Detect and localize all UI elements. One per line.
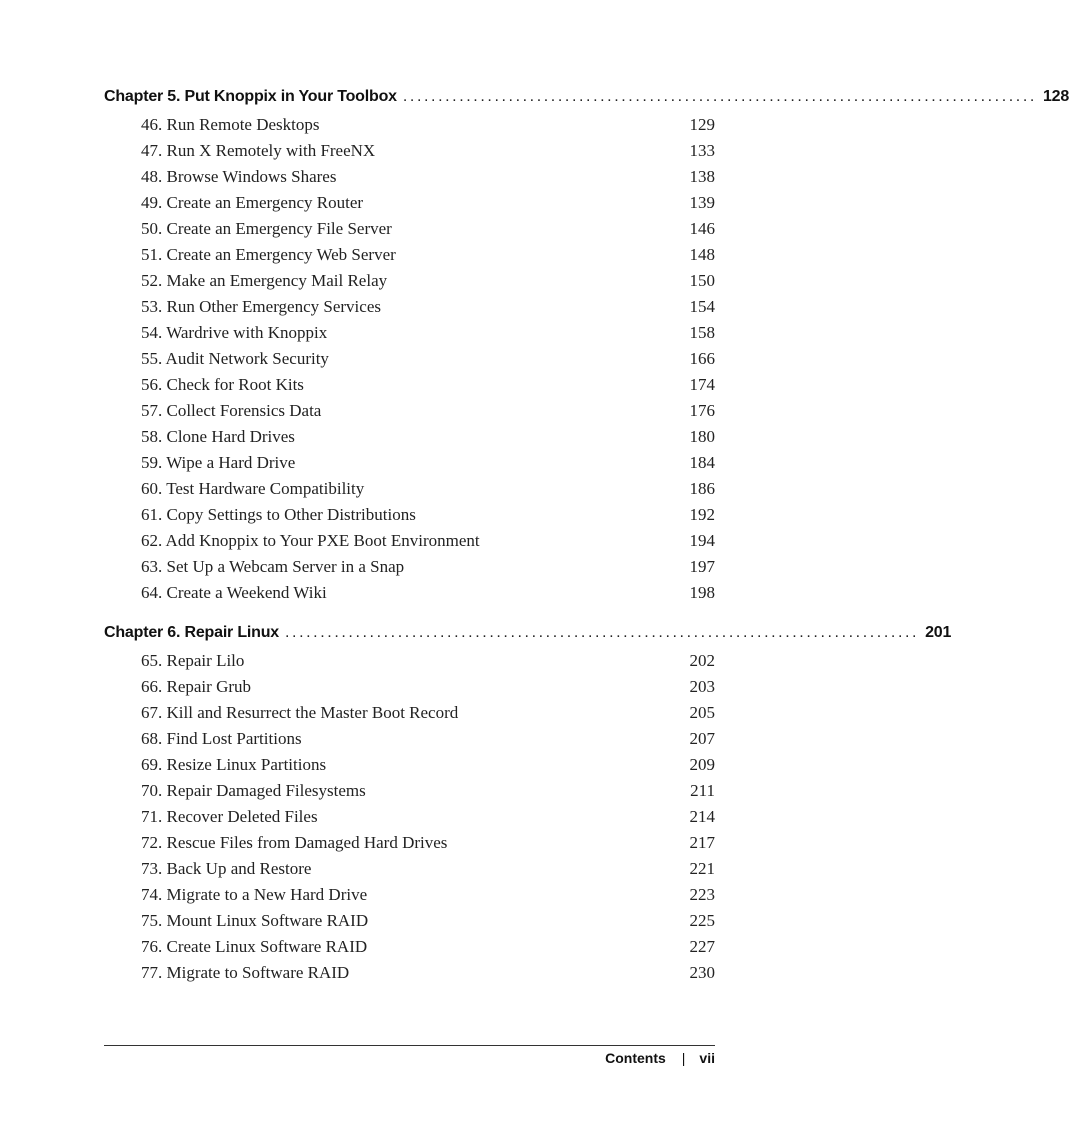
entry-title: 63. Set Up a Webcam Server in a Snap: [141, 557, 405, 576]
entry-page-number: 148: [689, 245, 715, 264]
entry-page-number: 227: [689, 937, 715, 956]
entry-page-number: 205: [689, 703, 715, 722]
toc-entry[interactable]: [141, 778, 715, 804]
entry-title: 59. Wipe a Hard Drive: [141, 453, 296, 472]
entry-title: 67. Kill and Resurrect the Master Boot Record: [141, 703, 459, 722]
toc-entry[interactable]: [141, 882, 715, 908]
entry-page-number: 150: [689, 271, 715, 290]
entry-title: 61. Copy Settings to Other Distributions: [141, 505, 416, 524]
entry-page-number: 198: [689, 583, 715, 602]
toc-entry[interactable]: [141, 112, 715, 138]
entry-page-number: 192: [689, 505, 715, 524]
toc-entry[interactable]: [141, 830, 715, 856]
toc-entry[interactable]: [141, 856, 715, 882]
toc-entry[interactable]: [141, 138, 715, 164]
chapter-heading[interactable]: [104, 88, 1069, 106]
toc-entry[interactable]: [141, 320, 715, 346]
chapter-heading[interactable]: [104, 624, 952, 642]
entry-title: 54. Wardrive with Knoppix: [141, 323, 328, 342]
toc-entry[interactable]: [141, 216, 715, 242]
toc-entry[interactable]: [141, 398, 715, 424]
toc-entry[interactable]: [141, 424, 715, 450]
entry-page-number: 154: [689, 297, 715, 316]
entry-page-number: 211: [690, 781, 715, 800]
dot-leader: ..........................................................................................: [285, 624, 920, 641]
entry-title: 53. Run Other Emergency Services: [141, 297, 381, 316]
entry-title: 72. Rescue Files from Damaged Hard Drives: [141, 833, 448, 852]
footer-rule: [104, 1045, 715, 1046]
entry-page-number: 225: [689, 911, 715, 930]
chapter-page-number: 201: [925, 624, 952, 641]
toc-entry[interactable]: [141, 804, 715, 830]
entry-page-number: 139: [689, 193, 715, 212]
entry-page-number: 202: [689, 651, 715, 670]
entry-page-number: 207: [689, 729, 715, 748]
entry-page-number: 146: [689, 219, 715, 238]
entry-title: 70. Repair Damaged Filesystems: [141, 781, 366, 800]
entry-page-number: 194: [689, 531, 715, 550]
toc-entry[interactable]: [141, 346, 715, 372]
entry-title: 71. Recover Deleted Files: [141, 807, 318, 826]
toc-entry[interactable]: [141, 372, 715, 398]
entry-title: 50. Create an Emergency File Server: [141, 219, 392, 238]
toc-entry[interactable]: [141, 908, 715, 934]
entry-title: 57. Collect Forensics Data: [141, 401, 322, 420]
toc-entry[interactable]: [141, 164, 715, 190]
entry-page-number: 217: [689, 833, 715, 852]
toc-entry[interactable]: [141, 960, 715, 986]
entry-title: 74. Migrate to a New Hard Drive: [141, 885, 368, 904]
chapter-title: Chapter 5. Put Knoppix in Your Toolbox: [104, 88, 397, 105]
entry-page-number: 221: [689, 859, 715, 878]
toc-entry[interactable]: [141, 580, 715, 606]
entry-page-number: 214: [689, 807, 715, 826]
entry-page-number: 209: [689, 755, 715, 774]
entry-page-number: 176: [689, 401, 715, 420]
footer-label: Contents: [605, 1050, 666, 1066]
entry-page-number: 129: [689, 115, 715, 134]
toc-entry[interactable]: [141, 674, 715, 700]
entry-title: 75. Mount Linux Software RAID: [141, 911, 369, 930]
entry-title: 52. Make an Emergency Mail Relay: [141, 271, 388, 290]
entry-title: 56. Check for Root Kits: [141, 375, 304, 394]
toc-entry[interactable]: [141, 476, 715, 502]
entry-title: 51. Create an Emergency Web Server: [141, 245, 396, 264]
toc-entry[interactable]: [141, 752, 715, 778]
toc-entry[interactable]: [141, 450, 715, 476]
chapter-title: Chapter 6. Repair Linux: [104, 624, 279, 641]
toc-entry[interactable]: [141, 934, 715, 960]
toc-entry[interactable]: [141, 554, 715, 580]
entry-page-number: 184: [689, 453, 715, 472]
entry-page-number: 174: [689, 375, 715, 394]
toc-entry[interactable]: [141, 502, 715, 528]
entry-page-number: 133: [689, 141, 715, 160]
toc-entry[interactable]: [141, 268, 715, 294]
toc-entry[interactable]: [141, 700, 715, 726]
toc-entry[interactable]: [141, 726, 715, 752]
entry-page-number: 158: [689, 323, 715, 342]
entry-page-number: 166: [689, 349, 715, 368]
entry-page-number: 138: [689, 167, 715, 186]
entry-title: 64. Create a Weekend Wiki: [141, 583, 327, 602]
entry-title: 60. Test Hardware Compatibility: [141, 479, 365, 498]
toc-entry[interactable]: [141, 648, 715, 674]
entry-title: 48. Browse Windows Shares: [141, 167, 337, 186]
entry-title: 46. Run Remote Desktops: [141, 115, 320, 134]
entry-page-number: 203: [689, 677, 715, 696]
entry-page-number: 180: [689, 427, 715, 446]
entry-title: 76. Create Linux Software RAID: [141, 937, 368, 956]
entry-page-number: 230: [689, 963, 715, 982]
page-footer: [605, 1050, 715, 1066]
chapter-entries: [141, 648, 715, 986]
entry-title: 77. Migrate to Software RAID: [141, 963, 350, 982]
chapter-entries: [141, 112, 715, 606]
entry-title: 66. Repair Grub: [141, 677, 252, 696]
entry-title: 49. Create an Emergency Router: [141, 193, 364, 212]
entry-page-number: 197: [689, 557, 715, 576]
footer-separator: |: [681, 1050, 686, 1066]
entry-page-number: 223: [689, 885, 715, 904]
entry-title: 55. Audit Network Security: [141, 349, 329, 368]
entry-title: 65. Repair Lilo: [141, 651, 245, 670]
entry-title: 58. Clone Hard Drives: [141, 427, 295, 446]
entry-title: 68. Find Lost Partitions: [141, 729, 302, 748]
entry-title: 73. Back Up and Restore: [141, 859, 312, 878]
entry-title: 62. Add Knoppix to Your PXE Boot Environment: [141, 531, 480, 550]
toc-entry[interactable]: [141, 528, 715, 554]
toc-entry[interactable]: [141, 190, 715, 216]
entry-page-number: 186: [689, 479, 715, 498]
toc-entry[interactable]: [141, 242, 715, 268]
footer-page-number: vii: [699, 1050, 715, 1066]
chapter-page-number: 128: [1042, 88, 1069, 105]
entry-title: 47. Run X Remotely with FreeNX: [141, 141, 376, 160]
dot-leader: ..........................................................................................: [402, 88, 1037, 105]
entry-title: 69. Resize Linux Partitions: [141, 755, 327, 774]
toc-entry[interactable]: [141, 294, 715, 320]
